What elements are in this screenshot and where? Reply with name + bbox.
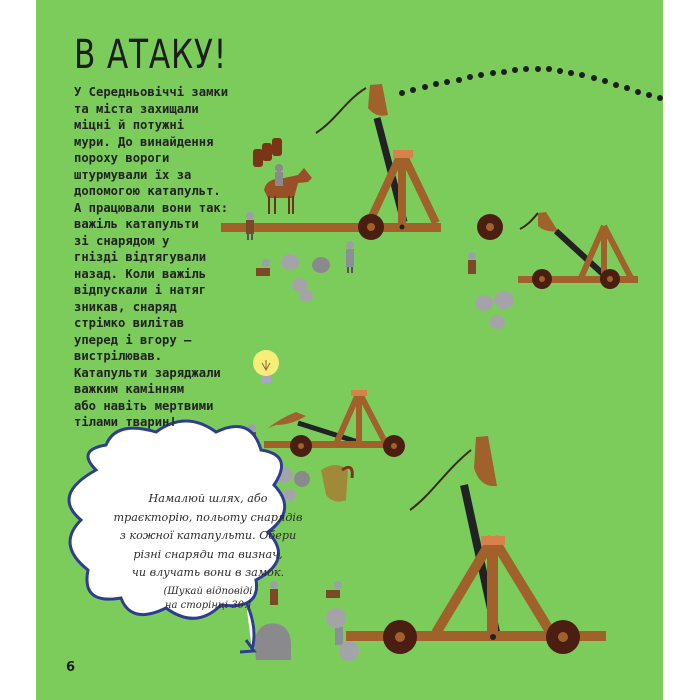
- answer-note: [108, 585, 308, 613]
- body-line: та міста захищали: [74, 101, 199, 116]
- body-line: мури. До винайдення: [74, 134, 214, 149]
- body-line: важким камінням: [74, 382, 185, 396]
- body-line: Катапульти заряджали: [74, 365, 221, 380]
- body-line: міцні й потужні: [74, 118, 185, 132]
- body-line: назад. Коли важіль: [74, 266, 207, 281]
- catapult-large-bottom: [346, 436, 606, 654]
- body-line: стрімко вилітав: [74, 316, 185, 330]
- body-line: У Середньовіччі замки: [74, 85, 229, 99]
- page-number: 6: [66, 660, 76, 675]
- book-page: [36, 0, 663, 700]
- body-paragraph: [74, 84, 294, 431]
- bubble-line: Намалюй шлях, або: [148, 492, 268, 505]
- bubble-line: з кожної катапульти. Обери: [119, 529, 297, 542]
- catapult-small-right: [518, 212, 638, 289]
- speech-bubble-text: [108, 490, 308, 613]
- note-line: на сторінці 30.): [164, 599, 252, 611]
- body-line: вистрілював.: [74, 349, 163, 363]
- note-line: (Шукай відповіді: [163, 585, 253, 597]
- page-title: В АТАКУ!: [74, 32, 227, 78]
- dotted-trajectory: [399, 66, 663, 101]
- body-line: зі снарядом у: [74, 233, 170, 248]
- body-line: зникав, снаряд: [74, 299, 177, 314]
- body-line: тілами тварин!: [74, 415, 177, 429]
- body-line: пороху вороги: [74, 151, 170, 165]
- falling-animal: [321, 465, 352, 502]
- bubble-line: різні снаряди та визнач,: [133, 547, 283, 561]
- bubble-line: чи влучать вони в замок.: [131, 566, 285, 579]
- body-line: важіль катапульти: [74, 217, 199, 231]
- bubble-line: траєкторію, польоту снарядів: [113, 510, 303, 524]
- body-line: гнізді відтягували: [74, 250, 207, 264]
- body-line: відпускали і натяг: [74, 283, 207, 297]
- body-line: допомогою катапульт.: [74, 184, 221, 198]
- body-line: А працювали вони так:: [74, 200, 229, 215]
- body-line: або навіть мертвими: [74, 398, 214, 413]
- body-line: уперед і вгору —: [74, 332, 192, 347]
- body-line: штурмували їх за: [74, 167, 192, 182]
